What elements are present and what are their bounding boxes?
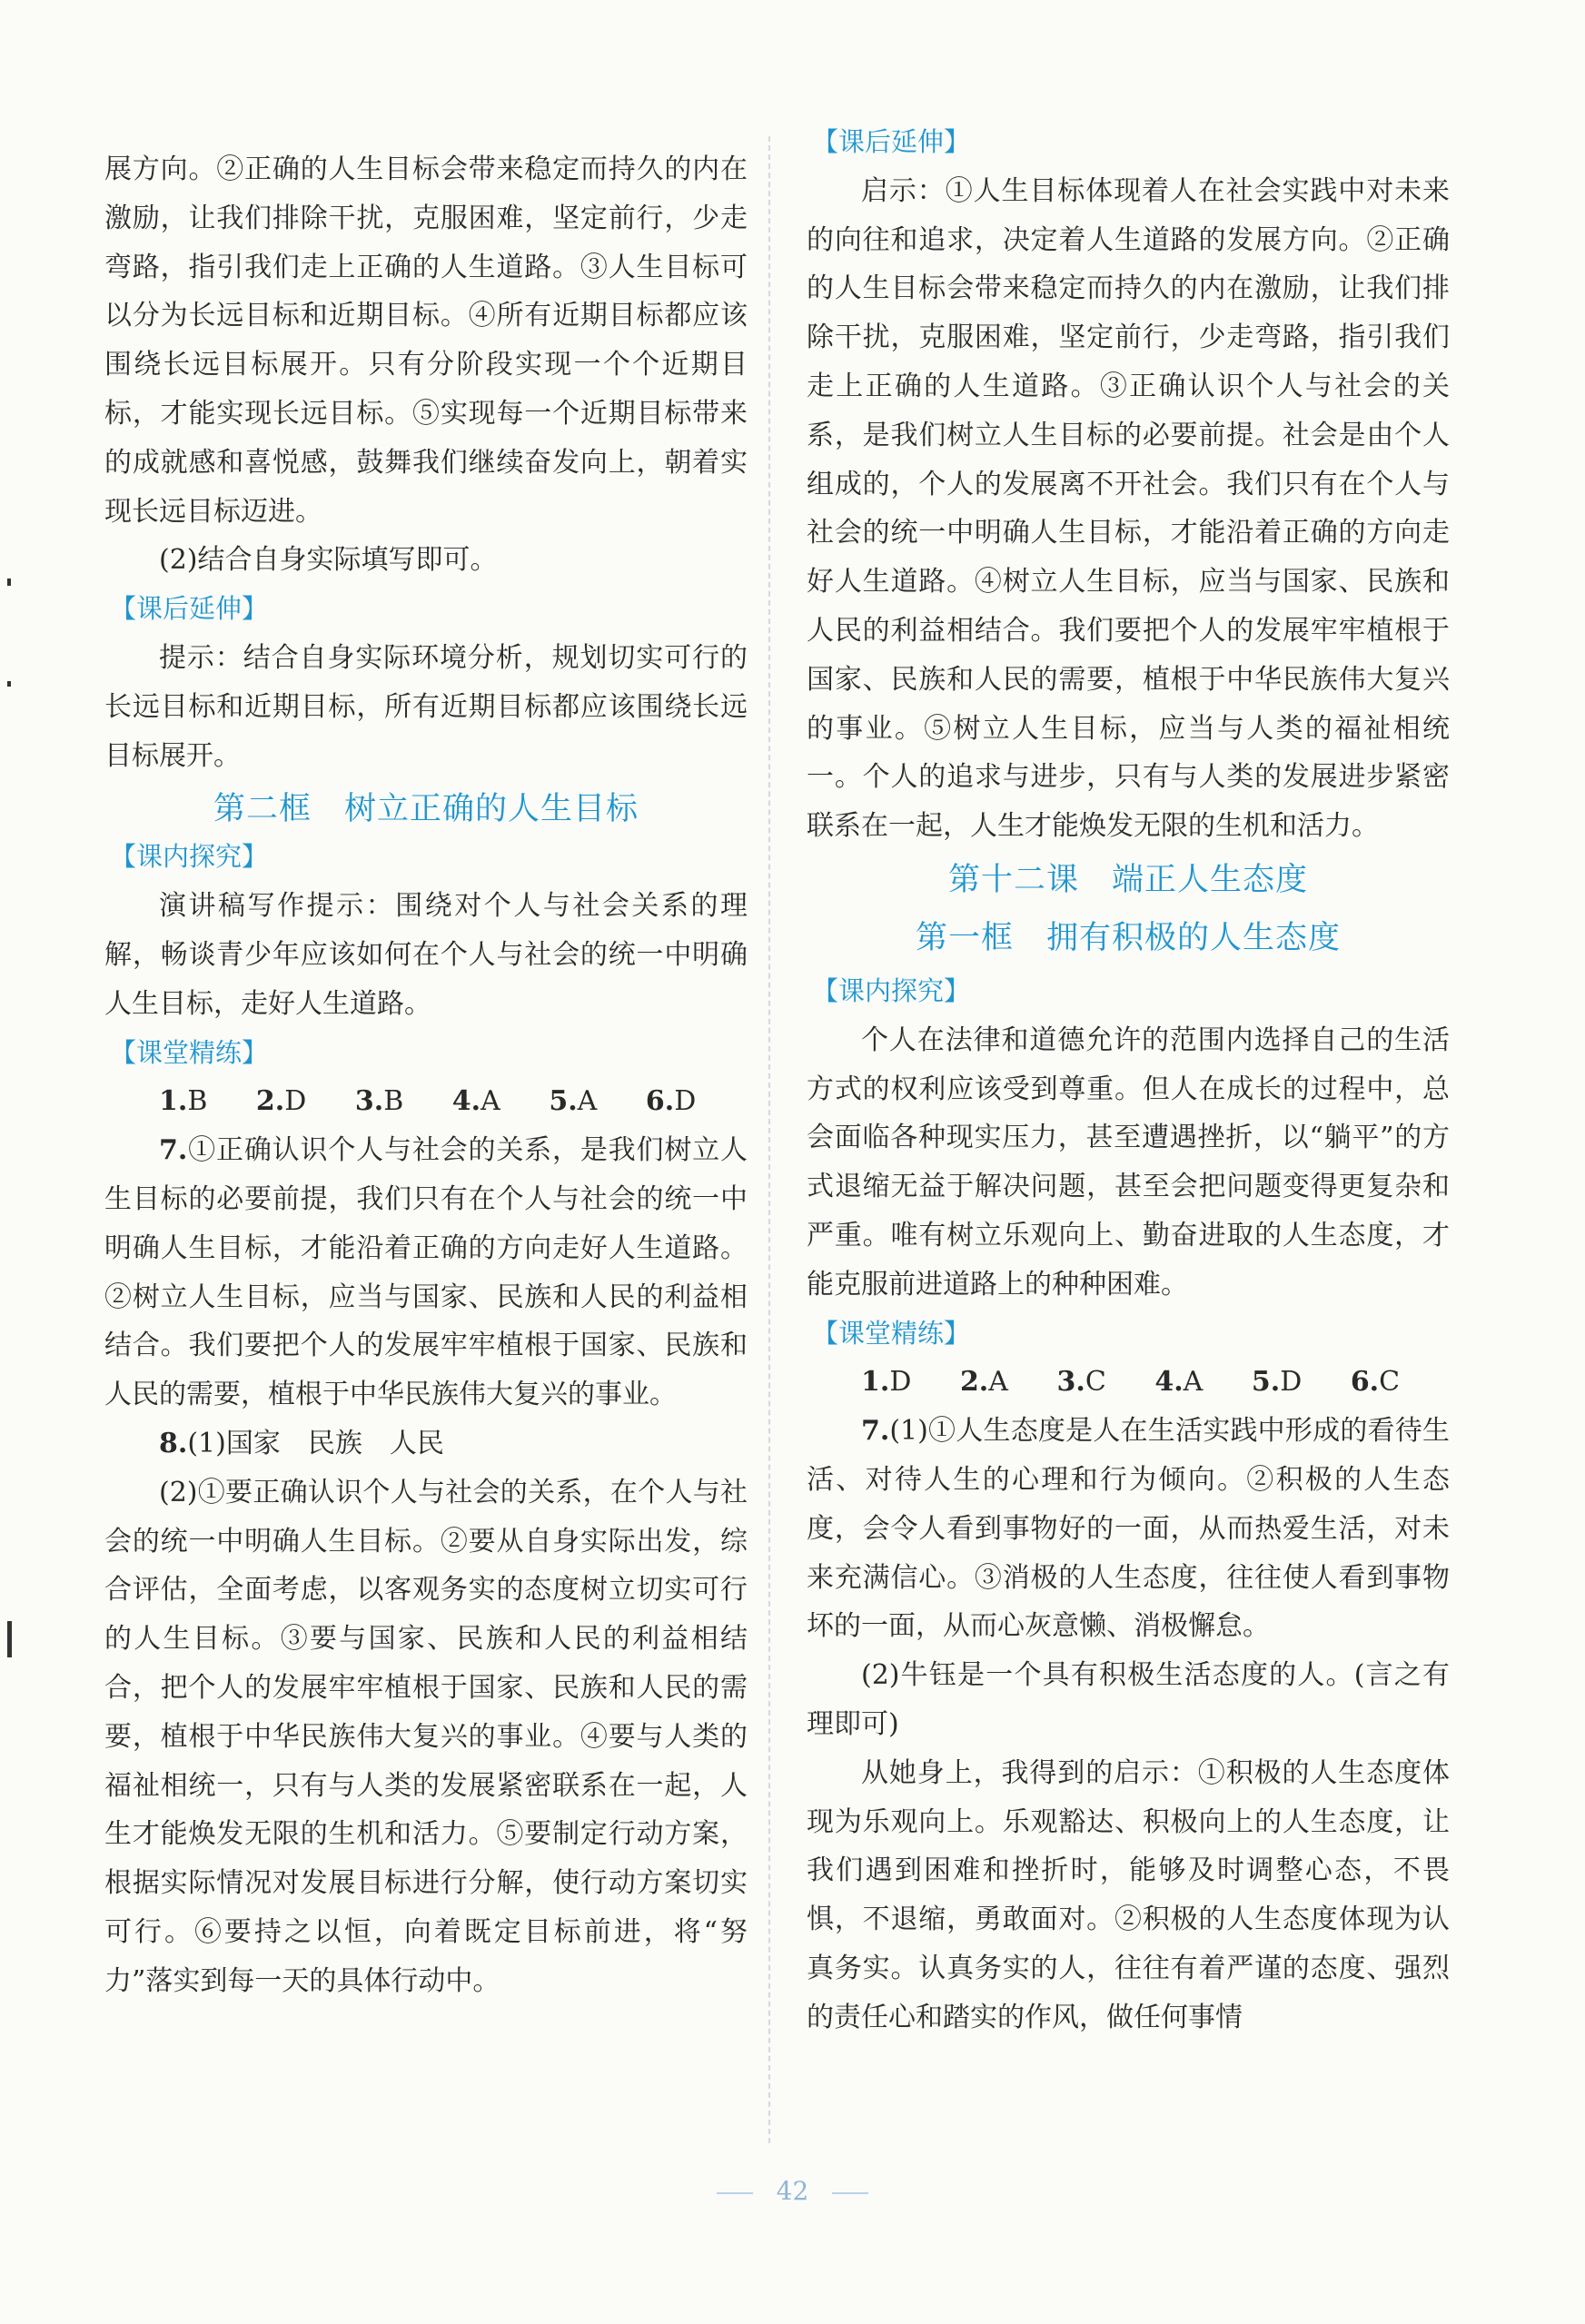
paragraph: 启示：①人生目标体现着人在社会实践中对未来的向往和追求，决定着人生道路的发展方向。②正确的人生目标会带来稳定而持久的内在激励，让我们排除干扰，克服困难，坚定前行，少走弯路，指引我们走上正确的人生道路。③正确认识个人与社会的关系，是我们树立人生目标的必要前提。社会是由个人组成的，个人的发展离不开社会。我们只有在个人与社会的统一中明确人生目标，才能沿着正确的方向走好人生道路。④树立人生目标，应当与国家、民族和人民的利益相结合。我们要把个人的发展牢牢植根于国家、民族和人民的需要，植根于中华民族伟大复兴的事业。⑤树立人生目标，应当与人类的福祉相统一。个人的追求与进步，只有与人类的发展进步紧密联系在一起，人生才能焕发无限的生机和活力。 (807, 174, 1450, 843)
section-tag: 【课堂精练】 (110, 1036, 269, 1068)
page-number-rule (717, 2192, 753, 2194)
answer-item: 6.D (645, 1085, 697, 1118)
answer-item: 2.D (255, 1085, 307, 1118)
section-tag: 【课内探究】 (110, 841, 269, 873)
answer-item: 3.B (354, 1085, 404, 1118)
paragraph: 演讲稿写作提示：围绕对个人与社会关系的理解，畅谈青少年应该如何在个人与社会的统一中明确人生目标，走好人生道路。 (104, 890, 748, 1020)
answer-7-part1: 7.(1)①人生态度是人在生活实践中形成的看待生活、对待人生的心理和行为倾向。②积极的人生态度，会令人看到事物好的一面，从而热爱生活，对未来充满信心。③消极的人生态度，往往使人看到事物坏的一面，从而心灰意懒、消极懈怠。 (807, 1415, 1450, 1643)
answer-item: 5.A (549, 1085, 598, 1118)
column-divider (768, 136, 770, 2143)
lesson-heading: 第十二课 端正人生态度 (947, 861, 1308, 898)
left-column (104, 145, 748, 2005)
section-tag: 【课后延伸】 (110, 593, 269, 625)
answer-item: 4.A (451, 1085, 500, 1118)
answer-row (104, 1077, 748, 1126)
answer-item: 6.C (1350, 1366, 1401, 1399)
section-tag: 【课后延伸】 (812, 126, 971, 157)
frame-heading: 第一框 拥有积极的人生态度 (915, 919, 1341, 956)
answer-7-part3: 从她身上，我得到的启示：①积极的人生态度体现为乐观向上。乐观豁达、积极向上的人生态度，让我们遇到困难和挫折时，能够及时调整心态，不畏惧，不退缩，勇敢面对。②积极的人生态度体现为认真务实。认真务实的人，往往有着严谨的态度、强烈的责任心和踏实的作风，做任何事情 (807, 1756, 1450, 2033)
scan-mark (7, 579, 11, 586)
answer-8-part2: (2)①要正确认识个人与社会的关系，在个人与社会的统一中明确人生目标。②要从自身实际出发，综合评估，全面考虑，以客观务实的态度树立切实可行的人生目标。③要与国家、民族和人民的利益相结合，把个人的发展牢牢植根于国家、民族和人民的需要，植根于中华民族伟大复兴的事业。④要与人类的福祉相统一，只有与人类的发展紧密联系在一起，人生才能焕发无限的生机和活力。⑤要制定行动方案，根据实际情况对发展目标进行分解，使行动方案切实可行。⑥要持之以恒，向着既定目标前进，将“努力”落实到每一天的具体行动中。 (104, 1476, 748, 1997)
page-number (0, 2176, 1585, 2206)
scan-mark (7, 681, 11, 687)
paragraph: 展方向。②正确的人生目标会带来稳定而持久的内在激励，让我们排除干扰，克服困难，坚定前行，少走弯路，指引我们走上正确的人生道路。③人生目标可以分为长远目标和近期目标。④所有近期目标都应该围绕长远目标展开。只有分阶段实现一个个近期目标，才能实现长远目标。⑤实现每一个近期目标带来的成就感和喜悦感，鼓舞我们继续奋发向上，朝着实现长远目标迈进。 (104, 153, 748, 528)
answer-7: 7.①正确认识个人与社会的关系，是我们树立人生目标的必要前提，我们只有在个人与社会的统一中明确人生目标，才能沿着正确的方向走好人生道路。②树立人生目标，应当与国家、民族和人民的利益相结合。我们要把个人的发展牢牢植根于国家、民族和人民的需要，植根于中华民族伟大复兴的事业。 (104, 1134, 748, 1411)
paragraph: 提示：结合自身实际环境分析，规划切实可行的长远目标和近期目标，所有近期目标都应该围绕长远目标展开。 (104, 641, 748, 772)
paragraph: (2)结合自身实际填写即可。 (159, 544, 498, 577)
page-number-text: 42 (776, 2176, 809, 2206)
answer-item: 5.D (1251, 1366, 1303, 1399)
answer-item: 1.D (861, 1366, 912, 1399)
answer-8-part1: 8.(1)国家 民族 人民 (159, 1427, 444, 1459)
section-tag: 【课内探究】 (812, 974, 971, 1006)
section-tag: 【课堂精练】 (812, 1317, 971, 1349)
answer-item: 4.A (1154, 1366, 1204, 1399)
answer-item: 2.A (959, 1366, 1008, 1399)
answer-item: 1.B (159, 1085, 208, 1118)
paragraph: 个人在法律和道德允许的范围内选择自己的生活方式的权利应该受到尊重。但人在成长的过程中，总会面临各种现实压力，甚至遭遇挫折，以“躺平”的方式退缩无益于解决问题，甚至会把问题变得更复杂和严重。唯有树立乐观向上、勤奋进取的人生态度，才能克服前进道路上的种种困难。 (807, 1024, 1450, 1300)
answer-row (807, 1358, 1450, 1407)
scan-mark (7, 1621, 12, 1657)
page-number-rule (832, 2192, 868, 2194)
answer-item: 3.C (1056, 1366, 1106, 1399)
answer-7-part2: (2)牛钰是一个具有积极生活态度的人。(言之有理即可) (807, 1659, 1450, 1740)
frame-heading: 第二框 树立正确的人生目标 (213, 791, 639, 828)
right-column (807, 126, 1450, 2042)
